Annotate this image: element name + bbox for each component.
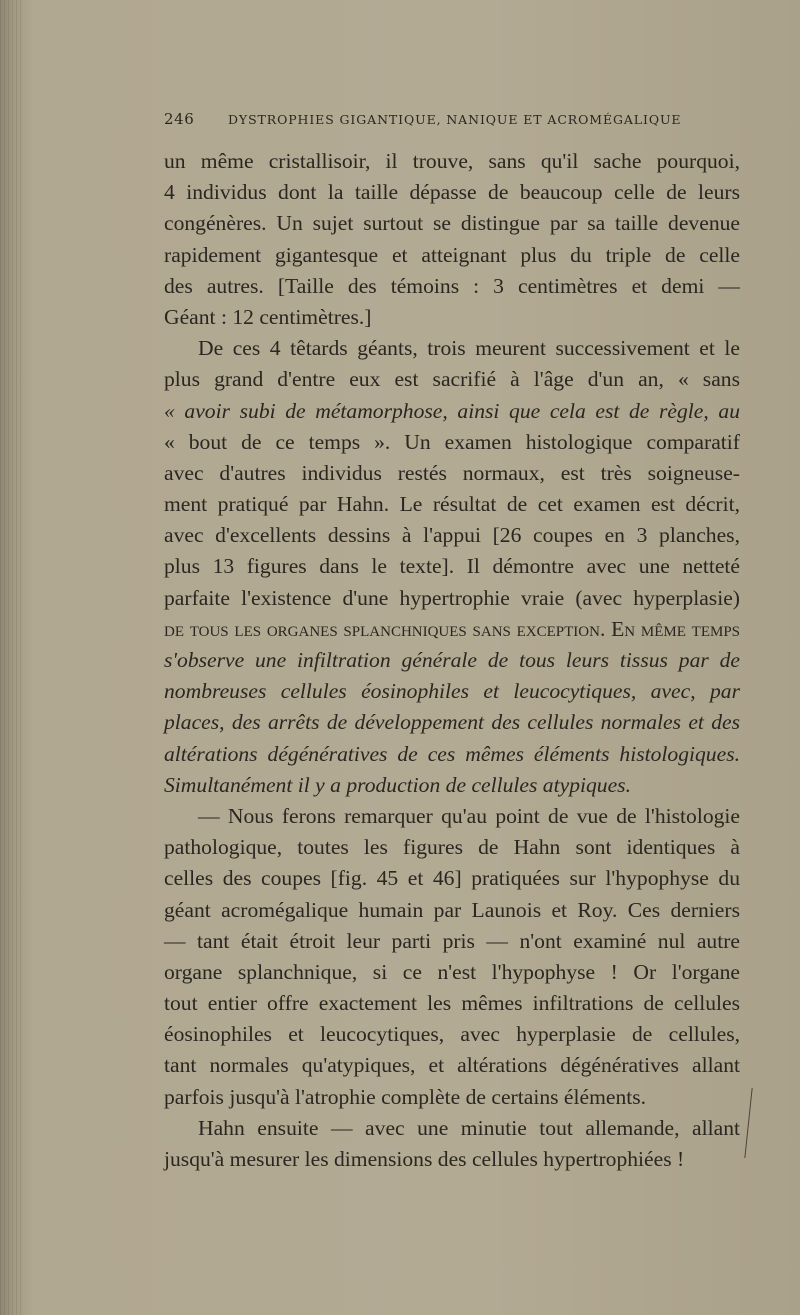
text-line: éosinophiles et leucocytiques, avec hyperplasie de cellules,	[164, 1022, 740, 1047]
binding-gutter	[0, 0, 22, 1315]
text-line: « avoir subi de métamorphose, ainsi que cela est de règle, au	[164, 398, 740, 423]
text-line: 4 individus dont la taille dépasse de beaucoup celle de leurs	[164, 180, 740, 205]
text-line: s'observe une infiltration générale de tous leurs tissus par de	[164, 648, 740, 672]
running-title: DYSTROPHIES GIGANTIQUE, NANIQUE ET ACROMÉGALIQUE	[228, 112, 682, 127]
text-line: — tant était étroit leur parti pris — n'ont examiné nul autre	[164, 928, 740, 953]
text-line: De ces 4 têtards géants, trois meurent successivement et le	[198, 336, 740, 361]
text-line: organe splanchnique, si ce n'est l'hypophyse ! Or l'organe	[164, 959, 740, 984]
page-number: 246	[164, 110, 195, 128]
text-line: de tous les organes splanchniques sans exception. En même temps	[164, 616, 740, 641]
text-line: Simultanément il y a production de cellules atypiques.	[164, 772, 631, 797]
text-line: plus 13 figures dans le texte]. Il démontre avec une netteté	[164, 554, 740, 579]
text-line: tout entier offre exactement les mêmes infiltrations de cellules	[164, 991, 740, 1016]
text-line: avec d'autres individus restés normaux, est très soigneuse-	[164, 460, 740, 485]
text-line: celles des coupes [fig. 45 et 46] pratiquées sur l'hypophyse du	[164, 866, 740, 891]
text-line: Géant : 12 centimètres.]	[164, 304, 372, 329]
text-line: géant acromégalique humain par Launois et Roy. Ces derniers	[164, 897, 740, 922]
text-line: un même cristallisoir, il trouve, sans qu'il sache pourquoi,	[164, 149, 740, 173]
text-line: altérations dégénératives de ces mêmes éléments histologiques.	[164, 741, 740, 766]
text-line: pathologique, toutes les figures de Hahn sont identiques à	[164, 835, 740, 860]
text-line: ment pratiqué par Hahn. Le résultat de cet examen est décrit,	[164, 492, 740, 517]
text-line: nombreuses cellules éosinophiles et leucocytiques, avec, par	[164, 679, 740, 704]
text-line: avec d'excellents dessins à l'appui [26 coupes en 3 planches,	[164, 523, 740, 548]
text-line: « bout de ce temps ». Un examen histologique comparatif	[164, 429, 740, 454]
text-line: Hahn ensuite — avec une minutie tout allemande, allant	[198, 1115, 740, 1140]
text-line: parfois jusqu'à l'atrophie complète de certains éléments.	[164, 1084, 647, 1109]
text-line: jusqu'à mesurer les dimensions des cellules hypertrophiées !	[164, 1147, 685, 1171]
text-line: plus grand d'entre eux est sacrifié à l'âge d'un an, « sans	[164, 367, 740, 392]
text-line: places, des arrêts de développement des cellules normales et des	[164, 710, 740, 735]
page-header	[164, 110, 744, 132]
body-text	[164, 146, 740, 1175]
text-line: des autres. [Taille des témoins : 3 centimètres et demi —	[164, 273, 740, 298]
text-line: parfaite l'existence d'une hypertrophie vraie (avec hyperplasie)	[164, 585, 740, 610]
text-line: tant normales qu'atypiques, et altérations dégénératives allant	[164, 1053, 740, 1078]
text-line: — Nous ferons remarquer qu'au point de vue de l'histologie	[198, 803, 740, 828]
text-line: rapidement gigantesque et atteignant plus du triple de celle	[164, 242, 740, 267]
text-line: congénères. Un sujet surtout se distingue par sa taille devenue	[164, 211, 740, 236]
